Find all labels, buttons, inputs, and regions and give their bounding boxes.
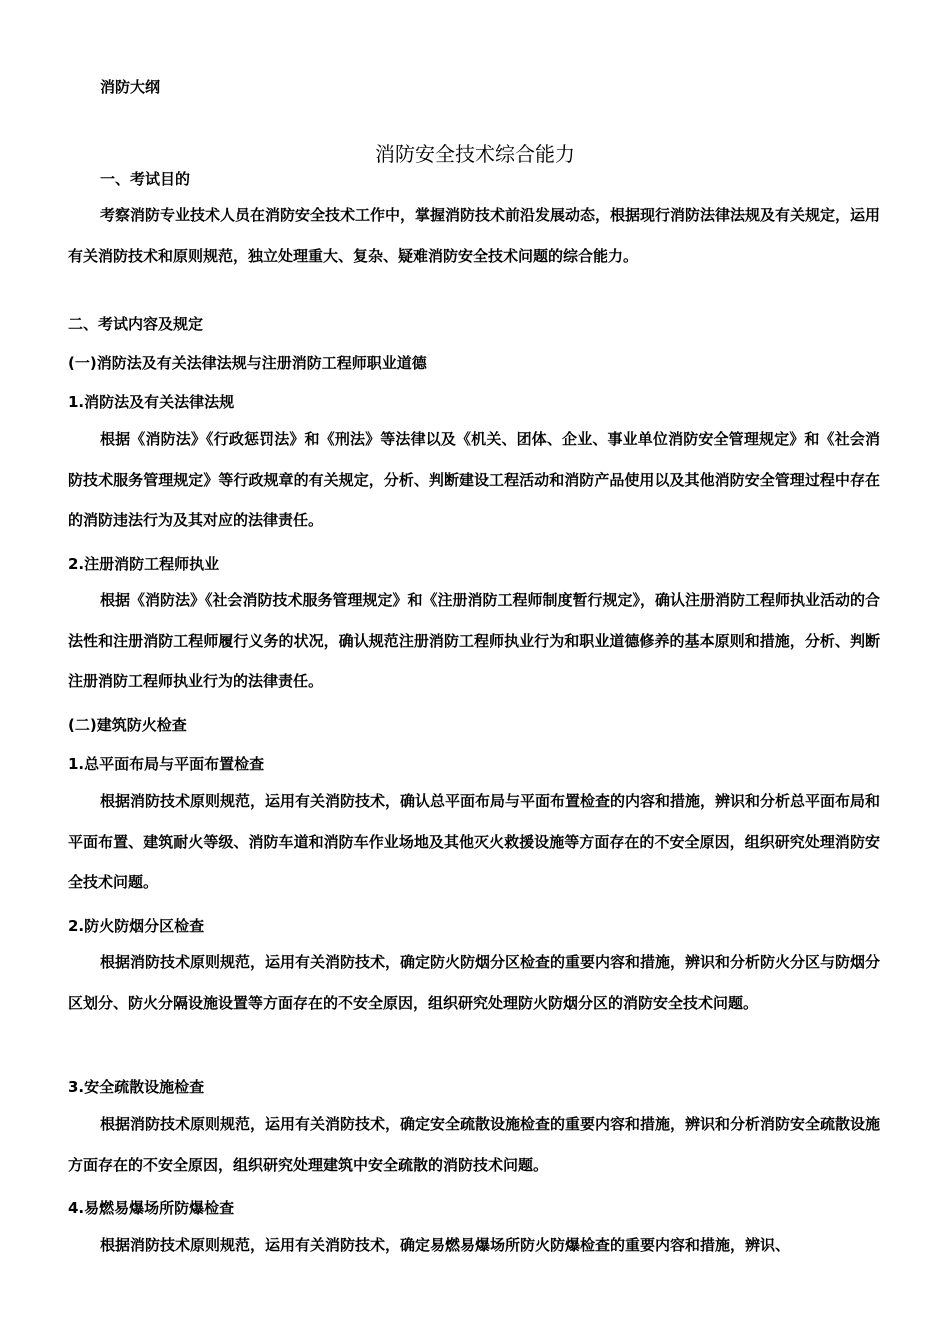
item-heading-compartment: 2.防火防烟分区检查 (68, 917, 205, 935)
item-heading-engineer-practice: 2.注册消防工程师执业 (68, 555, 220, 573)
item-heading-explosion: 4.易燃易爆场所防爆检查 (68, 1199, 235, 1217)
document-label: 消防大纲 (100, 78, 161, 96)
paragraph-compartment: 根据消防技术原则规范，运用有关消防技术，确定防火防烟分区检查的重要内容和措施，辨识和分析防火分区与防烟分区划分、防火分隔设施设置等方面存在的不安全原因，组织研究处理防火防烟分区的消防安全技术问题。 (68, 953, 881, 1012)
part-heading-fire-law: (一)消防法及有关法律法规与注册消防工程师职业道德 (68, 354, 427, 372)
paragraph-purpose: 考察消防专业技术人员在消防安全技术工作中，掌握消防技术前沿发展动态，根据现行消防法律法规及有关规定，运用有关消防技术和原则规范，独立处理重大、复杂、疑难消防安全技术问题的综合能力。 (68, 206, 881, 265)
paragraph-engineer-practice: 根据《消防法》《社会消防技术服务管理规定》和《注册消防工程师制度暂行规定》，确认注册消防工程师执业活动的合法性和注册消防工程师履行义务的状况，确认规范注册消防工程师执业行为和职业道德修养的基本原则和措施，分析、判断注册消防工程师执业行为的法律责任。 (68, 591, 881, 690)
section-heading-content: 二、考试内容及规定 (68, 315, 204, 333)
paragraph-explosion: 根据消防技术原则规范，运用有关消防技术，确定易燃易爆场所防火防爆检查的重要内容和措施，辨识、 (100, 1236, 791, 1254)
page-title: 消防安全技术综合能力 (375, 142, 575, 166)
item-heading-site-layout: 1.总平面布局与平面布置检查 (68, 755, 265, 773)
paragraph-site-layout: 根据消防技术原则规范，运用有关消防技术，确认总平面布局与平面布置检查的内容和措施，辨识和分析总平面布局和平面布置、建筑耐火等级、消防车道和消防车作业场地及其他灭火救援设施等方面存在的不安全原因，组织研究处理消防安全技术问题。 (68, 792, 881, 891)
item-heading-fire-law: 1.消防法及有关法律法规 (68, 393, 235, 411)
part-heading-building-inspection: (二)建筑防火检查 (68, 716, 187, 734)
paragraph-evacuation: 根据消防技术原则规范，运用有关消防技术，确定安全疏散设施检查的重要内容和措施，辨识和分析消防安全疏散设施方面存在的不安全原因，组织研究处理建筑中安全疏散的消防技术问题。 (68, 1115, 881, 1174)
paragraph-fire-law: 根据《消防法》《行政惩罚法》和《刑法》等法律以及《机关、团体、企业、事业单位消防安全管理规定》和《社会消防技术服务管理规定》等行政规章的有关规定，分析、判断建设工程活动和消防产品使用以及其他消防安全管理过程中存在的消防违法行为及其对应的法律责任。 (68, 430, 880, 529)
item-heading-evacuation: 3.安全疏散设施检查 (68, 1078, 205, 1096)
section-heading-purpose: 一、考试目的 (100, 170, 191, 188)
